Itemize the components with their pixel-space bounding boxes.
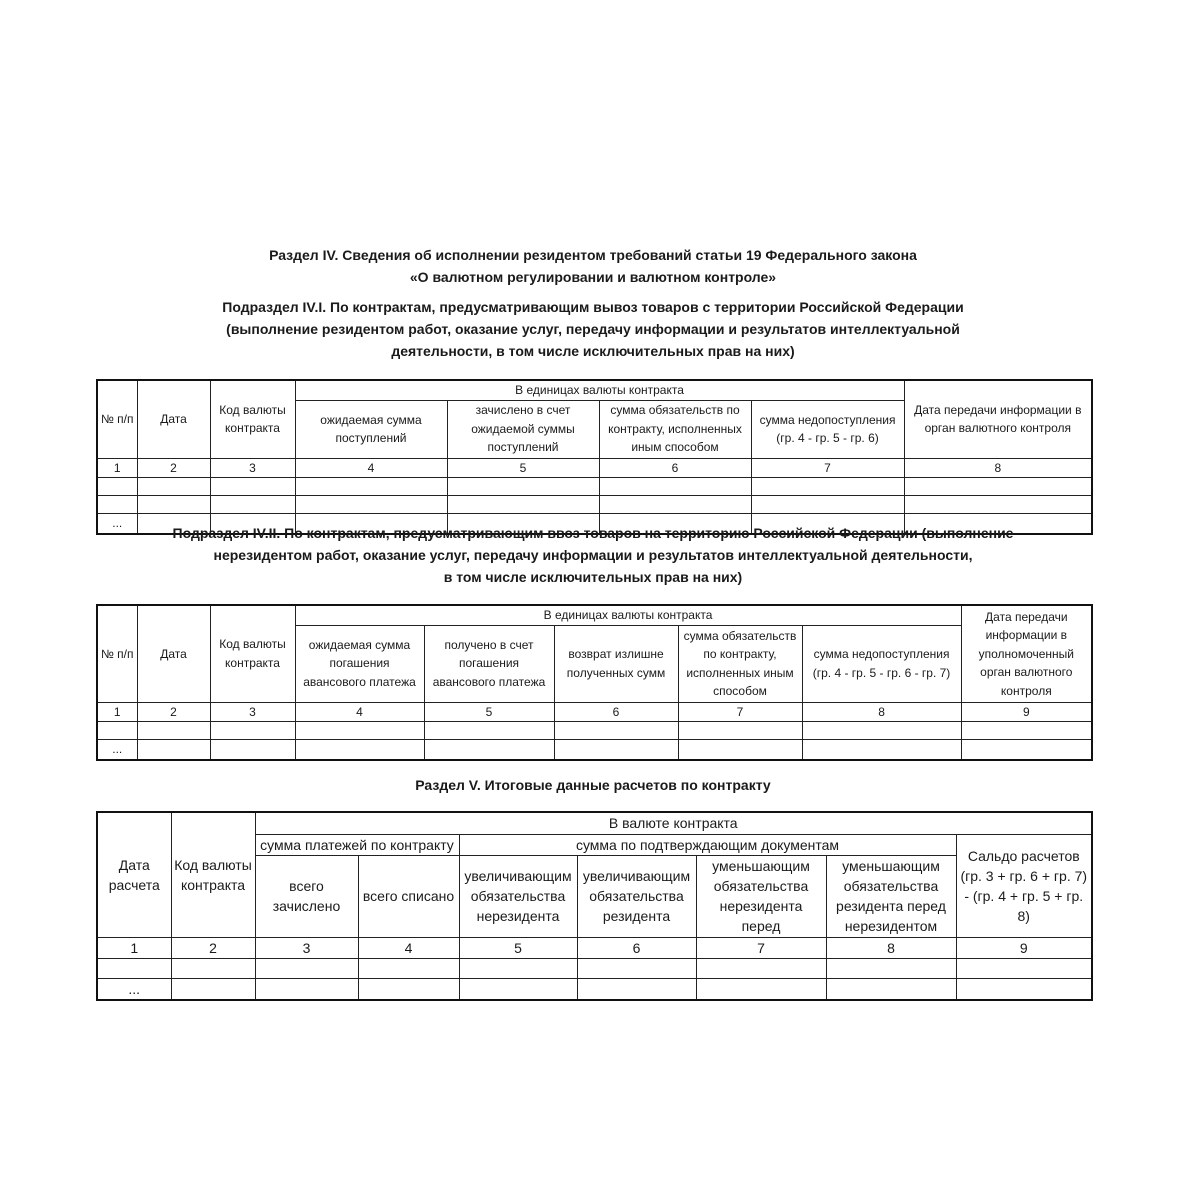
subsection-4-2-title-line: в том числе исключительных прав на них)	[443, 569, 743, 585]
col-header-received: получено в счет погашения авансового платежа	[424, 625, 554, 702]
col-header-currency-code: Код валюты контракта	[210, 605, 295, 702]
col-header-decreasing-nonresident: уменьшающим обязательства нерезидента перед	[696, 855, 826, 937]
section-5-title	[96, 774, 1090, 796]
column-number: 5	[447, 458, 599, 478]
col-group-header: В единицах валюты контракта	[295, 605, 961, 625]
col-header-obligations: сумма обязательств по контракту, исполненных иным способом	[599, 400, 751, 458]
table-cell	[826, 958, 956, 978]
column-number: 9	[956, 937, 1092, 958]
table-cell	[904, 478, 1092, 496]
subsection-4-2-title-line: Подраздел IV.II. По контрактам, предусматривающим ввоз товаров на территорию Российской Федерации (выполнение	[172, 525, 1014, 541]
table-cell	[577, 958, 696, 978]
section-4-title-line: «О валютном регулировании и валютном контроле»	[409, 269, 777, 285]
column-number: 4	[358, 937, 459, 958]
table-cell	[751, 496, 904, 514]
section-5-title-line: Раздел V. Итоговые данные расчетов по контракту	[415, 777, 771, 793]
section-4-title-line: Раздел IV. Сведения об исполнении резидентом требований статьи 19 Федерального закона	[269, 247, 917, 263]
column-number: 4	[295, 702, 424, 722]
table-cell	[171, 958, 255, 978]
table-cell	[678, 740, 802, 760]
col-header-currency-code: Код валюты контракта	[171, 812, 255, 937]
column-number: 7	[751, 458, 904, 478]
column-number: 3	[210, 702, 295, 722]
col-group-header: В единицах валюты контракта	[295, 380, 904, 400]
subsection-4-2-title	[96, 522, 1090, 588]
table-cell	[459, 978, 577, 1000]
col-header-number: № п/п	[97, 380, 137, 458]
table-cell	[424, 722, 554, 740]
column-number: 2	[171, 937, 255, 958]
table-cell	[696, 958, 826, 978]
column-number: 8	[826, 937, 956, 958]
table-cell	[137, 496, 210, 514]
column-number: 5	[459, 937, 577, 958]
ellipsis-cell: ...	[97, 514, 137, 534]
table-cell	[447, 496, 599, 514]
column-number: 1	[97, 458, 137, 478]
col-header-date: Дата	[137, 380, 210, 458]
column-number: 1	[97, 937, 171, 958]
col-header-shortfall: сумма недопоступления (гр. 4 - гр. 5 - гр. 6)	[751, 400, 904, 458]
ellipsis-cell: ...	[97, 978, 171, 1000]
table-cell	[210, 740, 295, 760]
column-number: 6	[554, 702, 678, 722]
col-header-total-debited: всего списано	[358, 855, 459, 937]
col-header-credited: зачислено в счет ожидаемой суммы поступлений	[447, 400, 599, 458]
col-header-total-credited: всего зачислено	[255, 855, 358, 937]
table-row	[97, 722, 1092, 740]
table-cell	[696, 978, 826, 1000]
col-header-shortfall: сумма недопоступления (гр. 4 - гр. 5 - гр. 6 - гр. 7)	[802, 625, 961, 702]
table-5	[96, 811, 1093, 1001]
column-number: 2	[137, 458, 210, 478]
table-cell	[171, 978, 255, 1000]
col-header-expected: ожидаемая сумма поступлений	[295, 400, 447, 458]
column-number: 8	[802, 702, 961, 722]
col-header-increasing-nonresident: увеличивающим обязательства нерезидента	[459, 855, 577, 937]
table-cell	[255, 958, 358, 978]
col-group-documents: сумма по подтверждающим документам	[459, 834, 956, 855]
column-number: 7	[696, 937, 826, 958]
column-number: 3	[210, 458, 295, 478]
table-cell	[599, 496, 751, 514]
subsection-4-2-title-line: нерезидентом работ, оказание услуг, передачу информации и результатов интеллектуальной деятельности,	[213, 547, 973, 563]
table-row	[97, 478, 1092, 496]
column-number: 2	[137, 702, 210, 722]
table-cell	[826, 978, 956, 1000]
table-cell	[255, 978, 358, 1000]
col-header-expected: ожидаемая сумма погашения авансового платежа	[295, 625, 424, 702]
ellipsis-cell: ...	[97, 740, 137, 760]
column-number: 1	[97, 702, 137, 722]
table-cell	[210, 722, 295, 740]
col-group-payments: сумма платежей по контракту	[255, 834, 459, 855]
table-cell	[97, 478, 137, 496]
table-4-2	[96, 604, 1093, 761]
table-cell	[678, 722, 802, 740]
table-cell	[358, 978, 459, 1000]
table-row	[97, 978, 1092, 1000]
table-cell	[956, 958, 1092, 978]
col-header-number: № п/п	[97, 605, 137, 702]
table-cell	[137, 722, 210, 740]
table-cell	[295, 740, 424, 760]
column-number: 4	[295, 458, 447, 478]
col-header-increasing-resident: увеличивающим обязательства резидента	[577, 855, 696, 937]
column-number: 6	[577, 937, 696, 958]
column-number: 6	[599, 458, 751, 478]
table-cell	[961, 722, 1092, 740]
col-header-settlement-date: Дата расчета	[97, 812, 171, 937]
subsection-4-1-title-line: (выполнение резидентом работ, оказание услуг, передачу информации и результатов интеллектуальной	[226, 321, 960, 337]
table-cell	[554, 740, 678, 760]
col-header-balance: Сальдо расчетов (гр. 3 + гр. 6 + гр. 7) - (гр. 4 + гр. 5 + гр. 8)	[956, 834, 1092, 937]
col-header-transfer-date: Дата передачи информации в орган валютного контроля	[904, 380, 1092, 458]
table-cell	[137, 478, 210, 496]
table-row	[97, 958, 1092, 978]
table-cell	[137, 740, 210, 760]
table-cell	[447, 478, 599, 496]
column-number: 7	[678, 702, 802, 722]
table-cell	[802, 722, 961, 740]
table-cell	[751, 478, 904, 496]
table-row	[97, 496, 1092, 514]
table-cell	[358, 958, 459, 978]
table-cell	[210, 496, 295, 514]
column-numbers-row	[97, 702, 1092, 722]
table-cell	[554, 722, 678, 740]
table-cell	[961, 740, 1092, 760]
table-4-1	[96, 379, 1093, 535]
col-group-header: В валюте контракта	[255, 812, 1092, 834]
column-number: 5	[424, 702, 554, 722]
subsection-4-1-title-line: Подраздел IV.I. По контрактам, предусматривающим вывоз товаров с территории Российской Федерации	[222, 299, 964, 315]
col-header-obligations: сумма обязательств по контракту, исполненных иным способом	[678, 625, 802, 702]
column-numbers-row	[97, 937, 1092, 958]
column-number: 8	[904, 458, 1092, 478]
table-cell	[424, 740, 554, 760]
table-cell	[97, 958, 171, 978]
col-header-currency-code: Код валюты контракта	[210, 380, 295, 458]
table-cell	[97, 496, 137, 514]
table-cell	[599, 478, 751, 496]
table-cell	[904, 496, 1092, 514]
subsection-4-1-title	[96, 296, 1090, 362]
column-numbers-row	[97, 458, 1092, 478]
table-cell	[295, 496, 447, 514]
table-cell	[210, 478, 295, 496]
subsection-4-1-title-line: деятельности, в том числе исключительных прав на них)	[391, 343, 795, 359]
col-header-date: Дата	[137, 605, 210, 702]
column-number: 3	[255, 937, 358, 958]
table-cell	[97, 722, 137, 740]
table-cell	[802, 740, 961, 760]
table-cell	[459, 958, 577, 978]
column-number: 9	[961, 702, 1092, 722]
col-header-decreasing-resident: уменьшающим обязательства резидента перед нерезидентом	[826, 855, 956, 937]
section-4-title	[96, 244, 1090, 288]
table-cell	[956, 978, 1092, 1000]
col-header-refund: возврат излишне полученных сумм	[554, 625, 678, 702]
col-header-transfer-date: Дата передачи информации в уполномоченный орган валютного контроля	[961, 605, 1092, 702]
table-row	[97, 740, 1092, 760]
table-cell	[577, 978, 696, 1000]
table-cell	[295, 722, 424, 740]
table-cell	[295, 478, 447, 496]
